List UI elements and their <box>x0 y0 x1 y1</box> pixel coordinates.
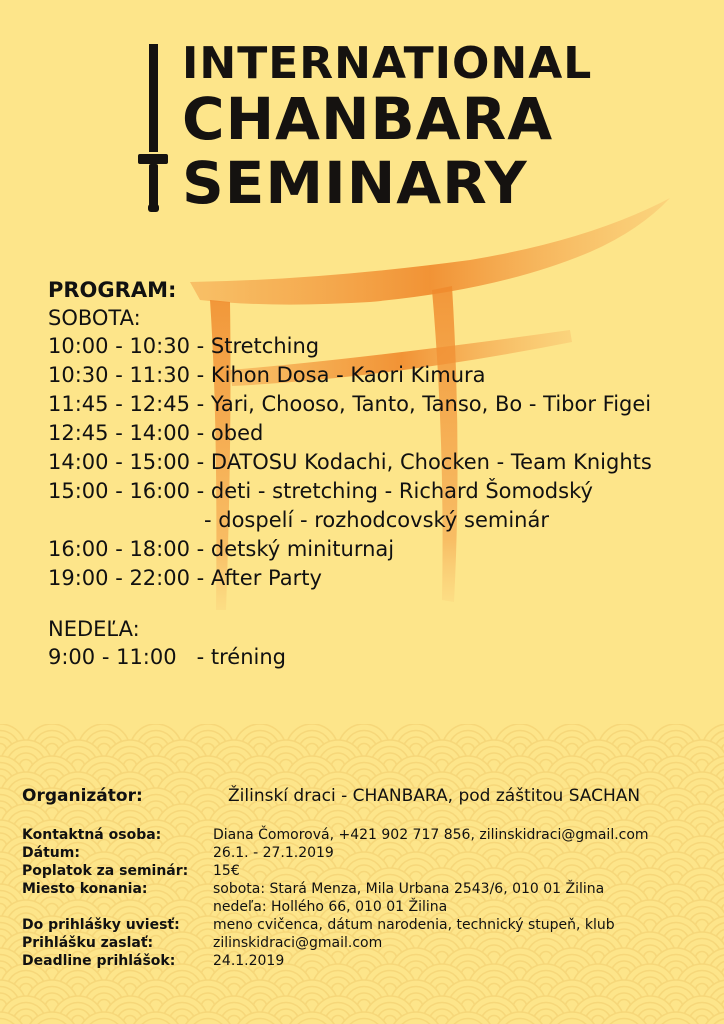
title-line-chanbara: CHANBARA <box>182 85 554 153</box>
schedule-row: 14:00 - 15:00 - DATOSU Kodachi, Chocken - Team Knights <box>48 450 652 474</box>
title-line-seminary: SEMINARY <box>182 149 528 217</box>
info-value: zilinskidraci@gmail.com <box>213 935 383 951</box>
info-row-application-content <box>22 916 712 934</box>
organizer-value: Žilinskí draci - CHANBARA, pod záštitou SACHAN <box>228 786 641 806</box>
schedule-row: 19:00 - 22:00 - After Party <box>48 566 322 590</box>
schedule-row: 9:00 - 11:00 - tréning <box>48 645 286 669</box>
page-title <box>182 38 702 217</box>
info-row-contact <box>22 826 712 844</box>
info-label: Kontaktná osoba: <box>22 827 162 843</box>
sword-icon <box>138 44 168 212</box>
info-row-deadline <box>22 952 712 970</box>
schedule-row-continuation: - dospelí - rozhodcovský seminár <box>204 508 549 532</box>
schedule-row: 11:45 - 12:45 - Yari, Chooso, Tanto, Tanso, Bo - Tibor Figei <box>48 392 652 416</box>
info-value: Diana Čomorová, +421 902 717 856, zilinskidraci@gmail.com <box>213 827 649 843</box>
title-line-international: INTERNATIONAL <box>182 38 593 89</box>
info-label: Poplatok za seminár: <box>22 863 189 879</box>
info-label: Deadline prihlášok: <box>22 953 176 969</box>
schedule-row: 12:45 - 14:00 - obed <box>48 421 264 445</box>
info-value: 24.1.2019 <box>213 953 285 969</box>
info-value: sobota: Stará Menza, Mila Urbana 2543/6, 010 01 Žilina <box>213 881 605 897</box>
sunday-schedule <box>48 615 718 672</box>
info-row-venue <box>22 880 712 898</box>
schedule-row: 16:00 - 18:00 - detský miniturnaj <box>48 537 395 561</box>
info-row-fee <box>22 862 712 880</box>
organizer-label: Organizátor: <box>22 786 143 806</box>
program-section <box>48 276 718 672</box>
schedule-row: 10:00 - 10:30 - Stretching <box>48 334 320 358</box>
info-value: 15€ <box>213 863 240 879</box>
schedule-row: 10:30 - 11:30 - Kihon Dosa - Kaori Kimura <box>48 363 486 387</box>
sunday-label: NEDEĽA: <box>48 617 140 641</box>
info-value: meno cvičenca, dátum narodenia, technický stupeň, klub <box>213 917 615 933</box>
info-label: Prihlášku zaslať: <box>22 935 154 951</box>
info-row-venue-sunday <box>22 898 712 916</box>
info-label: Do prihlášky uviesť: <box>22 917 180 933</box>
program-heading: PROGRAM: <box>48 278 177 302</box>
info-value: 26.1. - 27.1.2019 <box>213 845 334 861</box>
info-row-date <box>22 844 712 862</box>
saturday-label: SOBOTA: <box>48 306 141 330</box>
info-value: nedeľa: Hollého 66, 010 01 Žilina <box>213 899 448 915</box>
info-section <box>22 784 712 970</box>
saturday-schedule <box>48 332 718 593</box>
info-label: Dátum: <box>22 845 80 861</box>
organizer-row <box>22 784 712 808</box>
info-label: Miesto konania: <box>22 881 148 897</box>
schedule-row: 15:00 - 16:00 - deti - stretching - Richard Šomodský <box>48 479 593 503</box>
info-row-application-send <box>22 934 712 952</box>
